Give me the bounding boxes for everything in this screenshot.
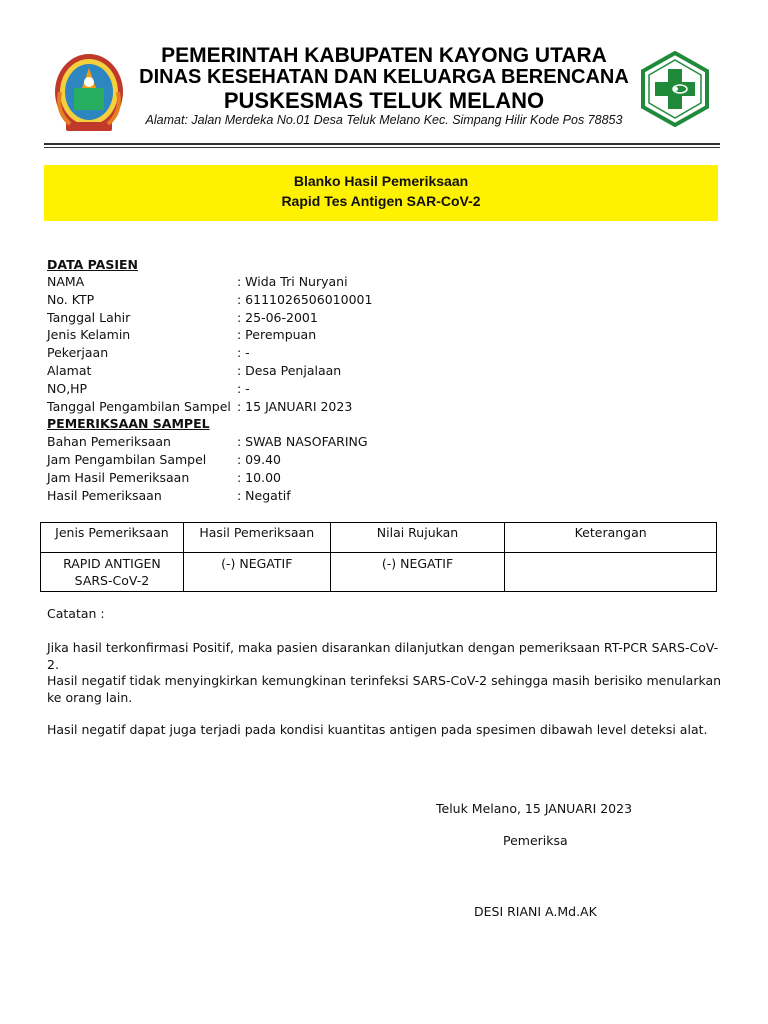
patient-label: Tanggal Lahir	[47, 310, 131, 325]
sample-label: Hasil Pemeriksaan	[47, 488, 162, 503]
patient-value: : Wida Tri Nuryani	[237, 274, 348, 289]
table-row	[41, 553, 717, 592]
header-divider-thin	[44, 147, 720, 148]
cell-jenis	[41, 553, 184, 592]
table-header-row	[41, 523, 717, 553]
patient-value: : -	[237, 345, 250, 360]
sample-value: : SWAB NASOFARING	[237, 434, 368, 449]
cell-hasil: (-) NEGATIF	[183, 553, 330, 592]
note-item: Hasil negatif tidak menyingkirkan kemungkinan terinfeksi SARS-CoV-2 sehingga masih berisiko menularkan ke orang lain.	[47, 673, 722, 705]
patient-value: : Perempuan	[237, 327, 317, 342]
cell-keterangan	[505, 553, 717, 592]
patient-value: : 15 JANUARI 2023	[237, 399, 353, 414]
header-address: Alamat: Jalan Merdeka No.01 Desa Teluk Melano Kec. Simpang Hilir Kode Pos 78853	[145, 113, 623, 127]
sample-section-title: PEMERIKSAAN SAMPEL	[47, 416, 210, 431]
sample-label: Jam Hasil Pemeriksaan	[47, 470, 190, 485]
sample-value: : 09.40	[237, 452, 281, 467]
document-title-banner	[44, 165, 718, 221]
note-item: Hasil negatif dapat juga terjadi pada kondisi kuantitas antigen pada spesimen dibawah level deteksi alat.	[47, 722, 708, 737]
patient-value: : Desa Penjalaan	[237, 363, 342, 378]
patient-value: : 25-06-2001	[237, 310, 318, 325]
cell-rujukan: (-) NEGATIF	[330, 553, 505, 592]
note-item: Jika hasil terkonfirmasi Positif, maka pasien disarankan dilanjutkan dengan pemeriksaan RT-PCR SARS-CoV-2.	[47, 640, 719, 672]
header-hasil-pemeriksaan: Hasil Pemeriksaan	[183, 523, 330, 553]
sample-label: Jam Pengambilan Sampel	[47, 452, 207, 467]
cell-jenis-line-2: SARS-CoV-2	[74, 573, 150, 588]
patient-label: Pekerjaan	[47, 345, 109, 360]
patient-label: Jenis Kelamin	[47, 327, 131, 342]
header-puskesmas: PUSKESMAS TELUK MELANO	[223, 88, 545, 113]
header-government: PEMERINTAH KABUPATEN KAYONG UTARA	[161, 44, 607, 67]
patient-value: : -	[237, 381, 250, 396]
sample-value: : Negatif	[237, 488, 291, 503]
banner-line-1: Blanko Hasil Pemeriksaan	[293, 173, 469, 189]
header-keterangan: Keterangan	[505, 523, 717, 553]
patient-label: NO,HP	[47, 381, 88, 396]
patient-value: : 6111026506010001	[237, 292, 373, 307]
notes-title: Catatan :	[47, 606, 105, 621]
header-jenis-pemeriksaan: Jenis Pemeriksaan	[41, 523, 184, 553]
signature-name: DESI RIANI A.Md.AK	[474, 904, 597, 919]
sample-label: Bahan Pemeriksaan	[47, 434, 171, 449]
patient-label: Alamat	[47, 363, 92, 378]
signature-role: Pemeriksa	[503, 833, 568, 848]
header-nilai-rujukan: Nilai Rujukan	[330, 523, 505, 553]
patient-section-title: DATA PASIEN	[47, 257, 139, 272]
cell-jenis-line-1: RAPID ANTIGEN	[63, 556, 161, 571]
patient-label: NAMA	[47, 274, 85, 289]
sample-value: : 10.00	[237, 470, 281, 485]
results-table	[40, 522, 717, 592]
banner-line-2: Rapid Tes Antigen SAR-CoV-2	[281, 193, 481, 209]
header-divider-thick	[44, 143, 720, 145]
patient-label: No. KTP	[47, 292, 95, 307]
patient-label: Tanggal Pengambilan Sampel	[47, 399, 231, 414]
signature-place-date: Teluk Melano, 15 JANUARI 2023	[436, 801, 633, 816]
header-department: DINAS KESEHATAN DAN KELUARGA BERENCANA	[139, 66, 629, 88]
